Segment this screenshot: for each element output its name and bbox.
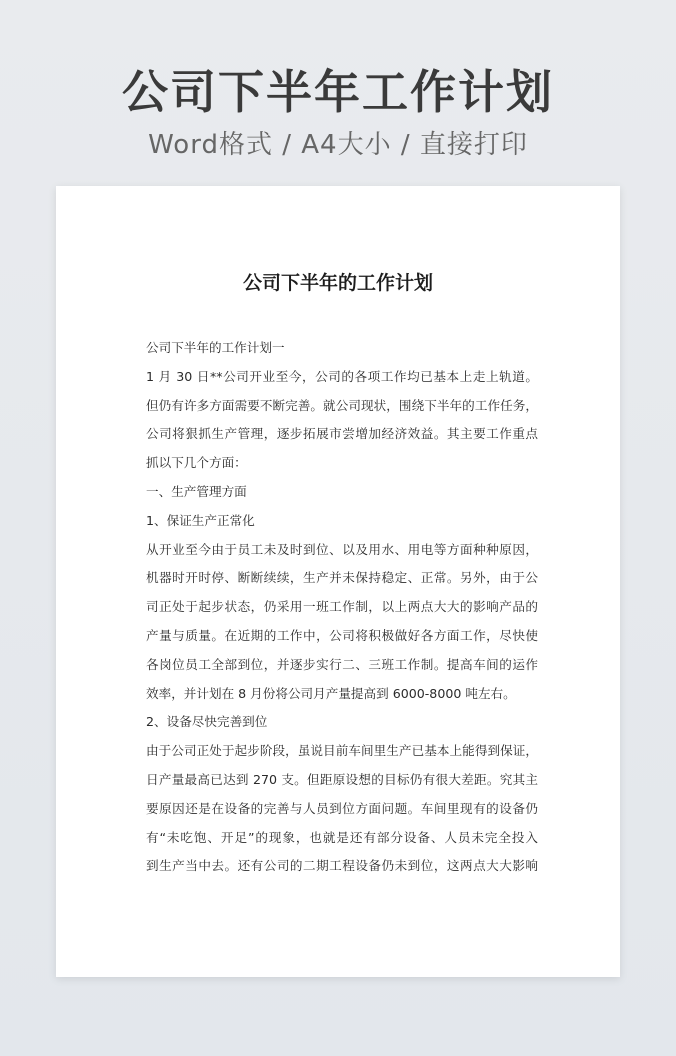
document-line: 但仍有许多方面需要不断完善。就公司现状，围绕下半年的工作任务， — [146, 397, 538, 413]
document-line: 有“未吃饱、开足”的现象，也就是还有部分设备、人员未完全投入 — [146, 829, 538, 845]
banner-title: 公司下半年工作计划 — [122, 65, 554, 119]
document-line: 1 月 30 日**公司开业至今，公司的各项工作均已基本上走上轨道。 — [146, 368, 538, 384]
document-line: 机器时开时停、断断续续，生产并未保持稳定、正常。另外，由于公 — [146, 570, 538, 586]
document-line: 抓以下几个方面： — [146, 455, 247, 471]
document-line: 日产量最高已达到 270 支。但距原设想的目标仍有很大差距。究其主 — [146, 771, 538, 787]
document-line: 公司将狠抓生产管理，逐步拓展市尝增加经济效益。其主要工作重点 — [146, 426, 538, 442]
document-line: 由于公司正处于起步阶段，虽说目前车间里生产已基本上能得到保证， — [146, 743, 538, 759]
document-page — [56, 186, 620, 977]
document-line: 到生产当中去。还有公司的二期工程设备仍未到位，这两点大大影响 — [146, 858, 538, 874]
document-line: 司正处于起步状态，仍采用一班工作制，以上两点大大的影响产品的 — [146, 599, 538, 615]
document-line: 从开业至今由于员工未及时到位、以及用水、用电等方面种种原因， — [146, 541, 538, 557]
document-body — [146, 334, 538, 881]
document-line: 各岗位员工全部到位，并逐步实行二、三班工作制。提高车间的运作 — [146, 656, 538, 672]
document-line: 要原因还是在设备的完善与人员到位方面问题。车间里现有的设备仍 — [146, 800, 538, 816]
document-title: 公司下半年的工作计划 — [242, 272, 433, 294]
document-line: 公司下半年的工作计划一 — [146, 340, 285, 355]
document-line: 2、设备尽快完善到位 — [146, 714, 268, 730]
page-banner — [0, 62, 676, 162]
document-line: 1、保证生产正常化 — [146, 512, 255, 528]
document-line: 产量与质量。在近期的工作中，公司将积极做好各方面工作，尽快使 — [146, 627, 538, 643]
document-line: 效率，并计划在 8 月份将公司月产量提高到 6000-8000 吨左右。 — [146, 685, 516, 701]
banner-subtitle: Word格式 / A4大小 / 直接打印 — [148, 130, 528, 160]
document-line: 一、生产管理方面 — [146, 483, 247, 499]
